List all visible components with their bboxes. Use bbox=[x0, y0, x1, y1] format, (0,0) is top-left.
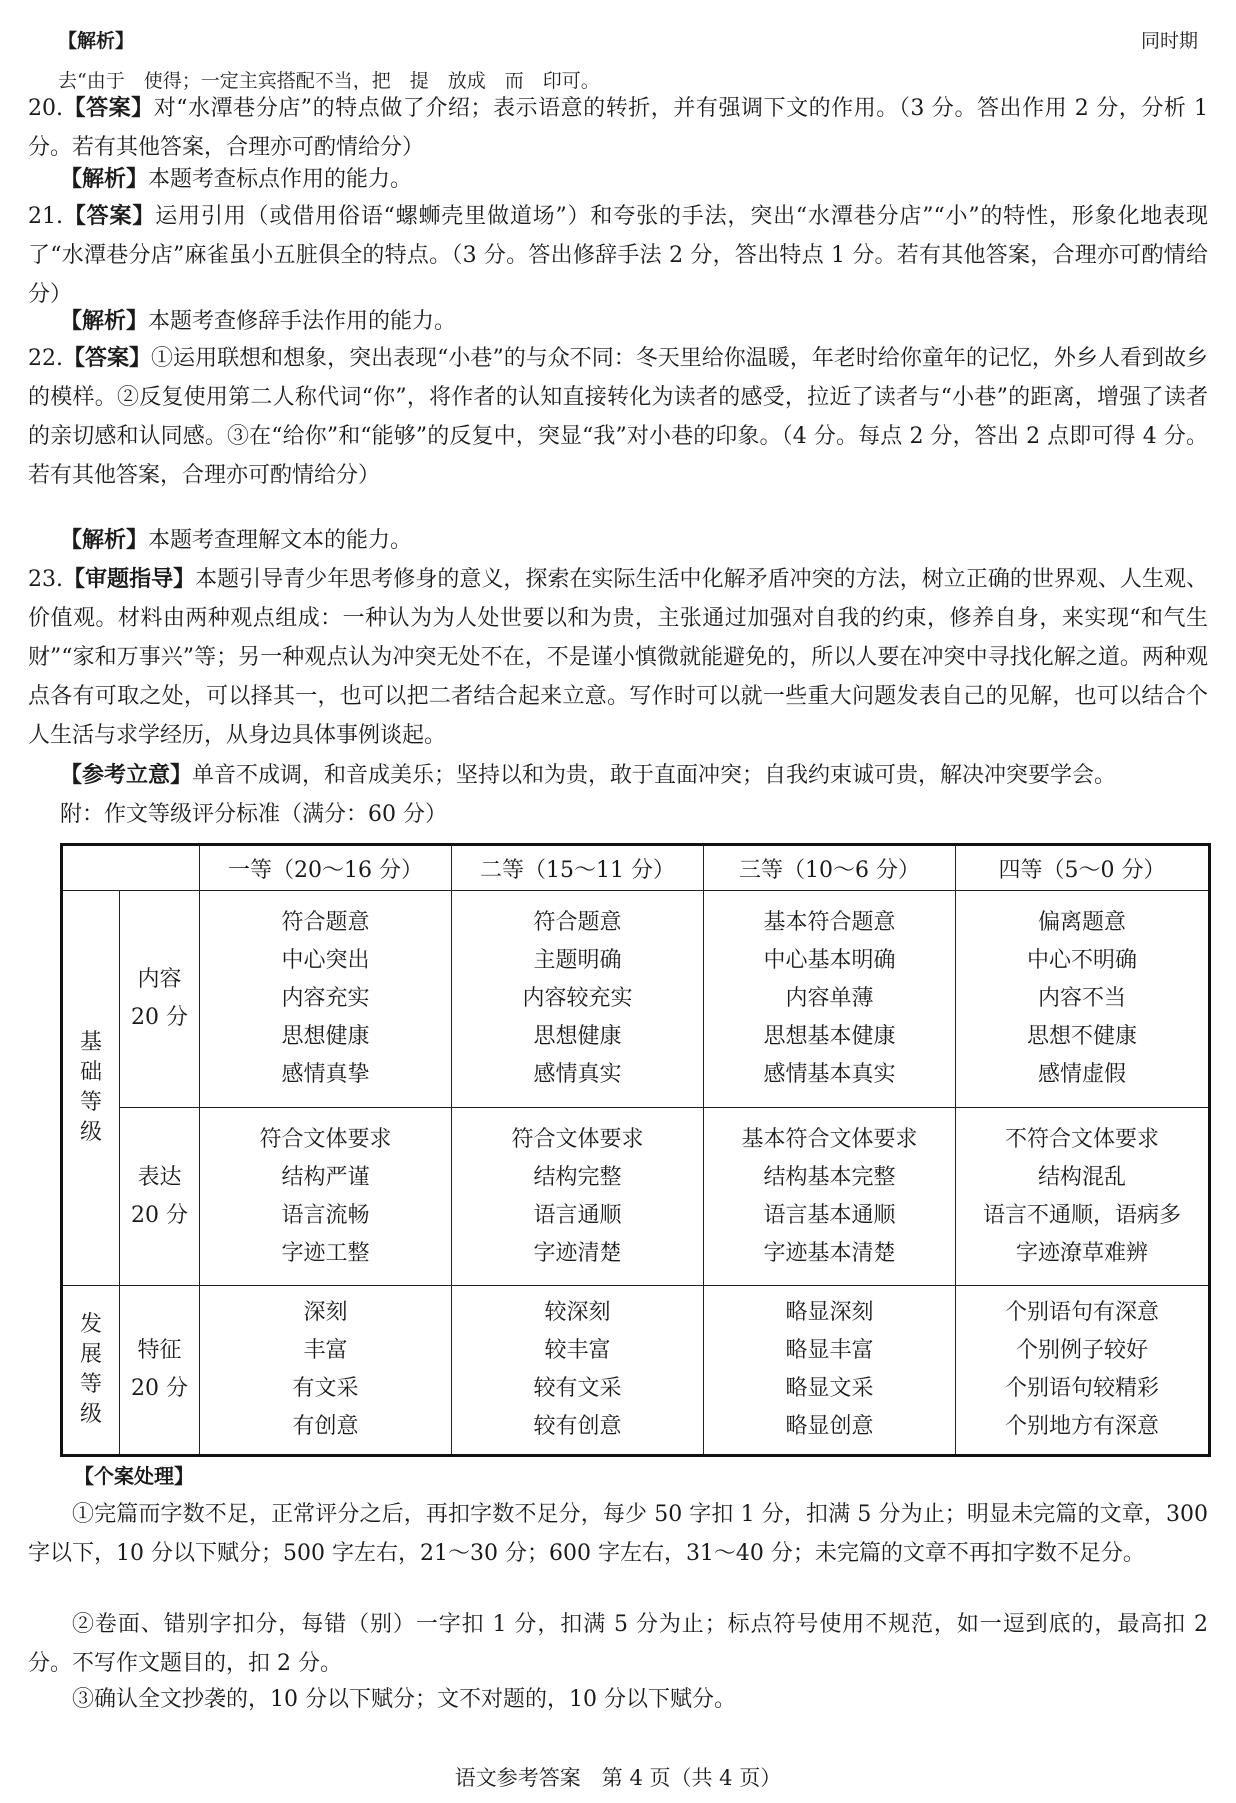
q23-reference-text: 单音不成调，和音成美乐；坚持以和为贵，敢于直面冲突；自我约束诚可贵，解决冲突要学会。 bbox=[192, 763, 1117, 788]
features-grade-1 bbox=[200, 1286, 452, 1456]
table-cell-line: 思想不健康 bbox=[1026, 1024, 1137, 1049]
table-cell-line: 内容充实 bbox=[281, 986, 370, 1011]
top-analysis-label: 【解析】 bbox=[58, 30, 135, 52]
table-cell-line: 中心不明确 bbox=[1026, 948, 1137, 973]
basic-level-label bbox=[62, 891, 120, 1286]
expression-grade-3 bbox=[704, 1108, 956, 1286]
table-cell-line: 略显文采 bbox=[785, 1376, 874, 1401]
table-cell-line: 中心基本明确 bbox=[763, 948, 896, 973]
table-cell-line: 感情虚假 bbox=[1037, 1062, 1126, 1087]
q21-answer bbox=[28, 197, 1208, 314]
table-cell-line: 感情真实 bbox=[533, 1062, 622, 1087]
q22-answer-label: 【答案】 bbox=[63, 345, 152, 371]
features-grade-3 bbox=[704, 1286, 956, 1456]
page-footer: 语文参考答案 第 4 页（共 4 页） bbox=[454, 1766, 782, 1790]
table-cell-line: 个别例子较好 bbox=[1015, 1338, 1148, 1363]
table-cell-line: 字迹潦草难辨 bbox=[1015, 1240, 1148, 1266]
development-level-label bbox=[62, 1286, 120, 1456]
table-cell-line: 偏离题意 bbox=[1037, 910, 1126, 935]
table-row-content bbox=[62, 891, 1210, 1108]
table-cell-line: 不符合文体要求 bbox=[1004, 1126, 1159, 1152]
top-right-text: 同时期 bbox=[1140, 30, 1198, 52]
table-cell-line: 基本符合文体要求 bbox=[741, 1126, 918, 1152]
table-header-row bbox=[62, 845, 1210, 891]
table-cell-line: 内容不当 bbox=[1037, 986, 1126, 1011]
content-grade-2 bbox=[452, 891, 704, 1108]
q22-number: 22. bbox=[28, 346, 63, 371]
table-cell-line: 字迹工整 bbox=[281, 1240, 370, 1266]
table-cell-line: 个别语句有深意 bbox=[1004, 1300, 1159, 1325]
case-item-3: ③确认全文抄袭的，10 分以下赋分；文不对题的，10 分以下赋分。 bbox=[72, 1687, 736, 1712]
q20-answer bbox=[28, 89, 1208, 167]
level-label-char: 展 bbox=[79, 1342, 102, 1367]
header-grade-2: 二等（15～11 分） bbox=[452, 845, 704, 891]
grading-table bbox=[60, 843, 1211, 1457]
table-cell-line: 思想基本健康 bbox=[763, 1024, 896, 1049]
q20-number: 20. bbox=[28, 96, 63, 121]
table-cell-line: 符合题意 bbox=[533, 910, 622, 935]
table-cell-line: 思想健康 bbox=[281, 1024, 370, 1049]
q20-analysis bbox=[60, 160, 1208, 199]
table-cell-line: 表达 bbox=[137, 1164, 182, 1190]
features-grade-2 bbox=[452, 1286, 704, 1456]
table-cell-line: 语言不通顺，语病多 bbox=[982, 1202, 1181, 1228]
case-item-1: ①完篇而字数不足，正常评分之后，再扣字数不足分，每少 50 字扣 1 分，扣满 5 分为止；明显未完篇的文章，300 字以下，10 分以下赋分；500 字左右，21～30 分；600 字左右，31～40 分；未完篇的文章不再扣字数不足分。 bbox=[28, 1502, 1208, 1566]
table-cell-line: 感情真挚 bbox=[281, 1062, 370, 1087]
header-grade-1: 一等（20～16 分） bbox=[200, 845, 452, 891]
appendix-title: 附：作文等级评分标准（满分：60 分） bbox=[60, 802, 447, 827]
q23-guide bbox=[28, 560, 1208, 755]
table-cell-line: 内容 bbox=[137, 967, 182, 992]
table-cell-line: 个别语句较精彩 bbox=[1004, 1376, 1159, 1401]
level-label-char: 级 bbox=[79, 1402, 102, 1427]
table-cell-line: 内容单薄 bbox=[785, 986, 874, 1011]
q21-answer-text: 运用引用（或借用俗语“螺蛳壳里做道场”）和夸张的手法，突出“水潭巷分店”“小”的特性，形象化地表现了“水潭巷分店”麻雀虽小五脏俱全的特点。（3 分。答出修辞手法 2 分，答出特点 1 分。若有其他答案，合理亦可酌情给分） bbox=[28, 204, 1208, 307]
row-label-content bbox=[120, 891, 200, 1108]
q20-analysis-label: 【解析】 bbox=[60, 166, 149, 192]
q21-analysis bbox=[60, 302, 1208, 341]
table-cell-line: 结构基本完整 bbox=[763, 1164, 896, 1190]
table-cell-line: 20 分 bbox=[131, 1202, 188, 1228]
table-cell-line: 基本符合题意 bbox=[763, 910, 896, 935]
case-item-2: ②卷面、错别字扣分，每错（别）一字扣 1 分，扣满 5 分为止；标点符号使用不规范，如一逗到底的，最高扣 2 分。不写作文题目的，扣 2 分。 bbox=[28, 1612, 1208, 1676]
expression-grade-1 bbox=[200, 1108, 452, 1286]
table-cell-line: 感情基本真实 bbox=[763, 1062, 896, 1087]
content-grade-1 bbox=[200, 891, 452, 1108]
table-cell-line: 较丰富 bbox=[544, 1338, 611, 1363]
expression-grade-2 bbox=[452, 1108, 704, 1286]
q22-answer-text: ①运用联想和想象，突出表现“小巷”的与众不同：冬天里给你温暖，年老时给你童年的记忆，外乡人看到故乡的模样。②反复使用第二人称代词“你”，将作者的认知直接转化为读者的感受，拉近了读者与“小巷”的距离，增强了读者的亲切感和认同感。③在“给你”和“能够”的反复中，突显“我”对小巷的印象。（4 分。每点 2 分，答出 2 点即可得 4 分。若有其他答案，合理亦可酌情给分） bbox=[28, 346, 1208, 488]
table-cell-line: 特征 bbox=[137, 1338, 182, 1363]
table-cell-line: 符合文体要求 bbox=[259, 1126, 392, 1152]
header-grade-4: 四等（5～0 分） bbox=[956, 845, 1210, 891]
table-cell-line: 语言基本通顺 bbox=[763, 1202, 896, 1228]
table-cell-line: 结构完整 bbox=[533, 1164, 622, 1190]
table-cell-line: 主题明确 bbox=[533, 948, 622, 973]
level-label-char: 发 bbox=[79, 1312, 102, 1337]
q21-answer-label: 【答案】 bbox=[63, 203, 156, 229]
q22-analysis-text: 本题考查理解文本的能力。 bbox=[148, 528, 413, 553]
level-label-char: 础 bbox=[79, 1060, 102, 1085]
q20-analysis-text: 本题考查标点作用的能力。 bbox=[148, 167, 413, 192]
q23-guide-label: 【审题指导】 bbox=[63, 566, 196, 592]
q20-answer-text: 对“水潭巷分店”的特点做了介绍；表示语意的转折，并有强调下文的作用。（3 分。答出作用 2 分，分析 1 分。若有其他答案，合理亦可酌情给分） bbox=[28, 96, 1208, 160]
table-cell-line: 有文采 bbox=[292, 1376, 359, 1401]
table-cell-line: 内容较充实 bbox=[522, 986, 633, 1011]
q20-answer-label: 【答案】 bbox=[63, 95, 154, 121]
table-cell-line: 中心突出 bbox=[281, 948, 370, 973]
table-cell-line: 语言流畅 bbox=[281, 1202, 370, 1228]
level-label-char: 等 bbox=[79, 1090, 102, 1115]
table-cell-line: 较有文采 bbox=[533, 1376, 622, 1401]
table-cell-line: 略显深刻 bbox=[785, 1300, 874, 1325]
table-cell-line: 符合文体要求 bbox=[511, 1126, 644, 1152]
level-label-char: 基 bbox=[79, 1030, 102, 1055]
table-cell-line: 较深刻 bbox=[544, 1300, 611, 1325]
q23-number: 23. bbox=[28, 567, 63, 592]
table-cell-line: 结构混乱 bbox=[1037, 1164, 1126, 1190]
table-row-expression bbox=[62, 1108, 1210, 1286]
table-cell-line: 字迹基本清楚 bbox=[763, 1240, 896, 1266]
cut-off-line: 去“由于 使得；一定主宾搭配不当，把 提 放成 而 印可。 bbox=[58, 70, 600, 90]
table-cell-line: 较有创意 bbox=[533, 1414, 622, 1439]
table-row-features bbox=[62, 1286, 1210, 1456]
table-cell-line: 20 分 bbox=[131, 1005, 188, 1030]
features-grade-4 bbox=[956, 1286, 1210, 1456]
q23-reference bbox=[60, 756, 1208, 795]
q22-analysis bbox=[60, 521, 1208, 560]
q22-analysis-label: 【解析】 bbox=[60, 527, 149, 553]
case-handling-title: 【个案处理】 bbox=[74, 1464, 194, 1488]
row-label-expression bbox=[120, 1108, 200, 1286]
table-cell-line: 结构严谨 bbox=[281, 1164, 370, 1190]
table-cell-line: 个别地方有深意 bbox=[1004, 1414, 1159, 1439]
level-label-char: 级 bbox=[79, 1120, 102, 1145]
header-corner bbox=[62, 845, 200, 891]
q21-number: 21. bbox=[28, 204, 63, 229]
table-cell-line: 思想健康 bbox=[533, 1024, 622, 1049]
table-cell-line: 略显丰富 bbox=[785, 1338, 874, 1363]
content-grade-4 bbox=[956, 891, 1210, 1108]
q23-guide-text: 本题引导青少年思考修身的意义，探索在实际生活中化解矛盾冲突的方法，树立正确的世界观、人生观、价值观。材料由两种观点组成：一种认为为人处世要以和为贵，主张通过加强对自我的约束，修养自身，来实现“和气生财”“家和万事兴”等；另一种观点认为冲突无处不在，不是谨小慎微就能避免的，所以人要在冲突中寻找化解之道。两种观点各有可取之处，可以择其一，也可以把二者结合起来立意。写作时可以就一些重大问题发表自己的见解，也可以结合个人生活与求学经历，从身边具体事例谈起。 bbox=[28, 567, 1208, 748]
header-grade-3: 三等（10～6 分） bbox=[704, 845, 956, 891]
expression-grade-4 bbox=[956, 1108, 1210, 1286]
row-label-features bbox=[120, 1286, 200, 1456]
table-cell-line: 符合题意 bbox=[281, 910, 370, 935]
level-label-char: 等 bbox=[79, 1372, 102, 1397]
q21-analysis-label: 【解析】 bbox=[60, 308, 149, 334]
table-cell-line: 语言通顺 bbox=[533, 1202, 622, 1228]
table-cell-line: 深刻 bbox=[303, 1300, 348, 1325]
q22-answer bbox=[28, 339, 1208, 495]
q21-analysis-text: 本题考查修辞手法作用的能力。 bbox=[148, 309, 457, 334]
table-cell-line: 20 分 bbox=[131, 1376, 188, 1401]
table-cell-line: 略显创意 bbox=[785, 1414, 874, 1439]
table-cell-line: 有创意 bbox=[292, 1414, 359, 1439]
top-fragment bbox=[58, 20, 1198, 54]
table-cell-line: 丰富 bbox=[303, 1338, 348, 1363]
content-grade-3 bbox=[704, 891, 956, 1108]
table-cell-line: 字迹清楚 bbox=[533, 1240, 622, 1266]
q23-reference-label: 【参考立意】 bbox=[60, 762, 193, 788]
